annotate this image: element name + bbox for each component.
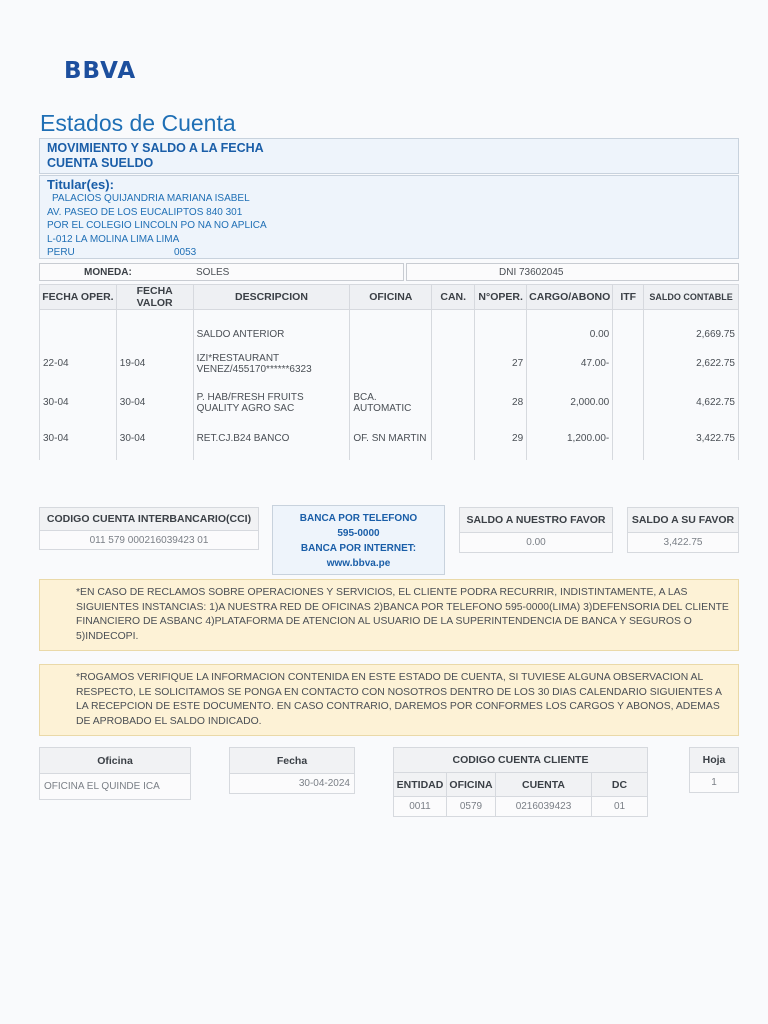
footer-fecha-value: 30-04-2024 xyxy=(229,773,355,794)
col-descripcion: DESCRIPCION xyxy=(193,285,350,310)
cell-can xyxy=(432,382,475,424)
currency-value: SOLES xyxy=(196,267,230,278)
desc-line-1: IZI*RESTAURANT xyxy=(196,352,280,364)
phone-label: BANCA POR TELEFONO xyxy=(299,513,418,524)
col-noper: N°OPER. xyxy=(475,285,527,310)
cell-noper: 27 xyxy=(475,346,527,382)
cell-descripcion xyxy=(193,346,350,382)
claims-notice: *EN CASO DE RECLAMOS SOBRE OPERACIONES Y SERVICIOS, EL CLIENTE PODRA RECURRIR, INDISTINTAMENTE, A LAS SIGUIENTES INSTANCIAS: 1)A NUESTRA RED DE OFICINAS 2)BANCA POR TELEFONO 595-0000(LIMA) 3)DEFENSORIA DEL CLIENTE FINANCIERO DE ASBANC 4)PLATAFORMA DE ATENCION AL USUARIO DE LA SUPERINTENDENCIA DE BANCA Y SEGUROS O 5)INDECOPI. xyxy=(39,579,739,651)
internet-label: BANCA POR INTERNET: xyxy=(300,543,417,554)
cell-noper xyxy=(475,324,527,346)
account-type-header xyxy=(39,138,739,174)
ccc-dc-value: 01 xyxy=(591,796,648,817)
cell-can xyxy=(432,324,475,346)
cell-noper: 29 xyxy=(475,424,527,454)
col-oficina: OFICINA xyxy=(350,285,432,310)
cell-descripcion xyxy=(193,324,350,346)
table-row xyxy=(40,382,739,424)
ccc-entidad-value: 0011 xyxy=(393,796,447,817)
currency-box xyxy=(39,263,404,281)
ccc-label: CODIGO CUENTA CLIENTE xyxy=(393,747,648,773)
col-cargo-abono: CARGO/ABONO xyxy=(527,285,613,310)
hoja-value: 1 xyxy=(689,772,739,793)
desc-line-1: SALDO ANTERIOR xyxy=(196,329,285,340)
cell-descripcion xyxy=(193,424,350,454)
dni-value: DNI 73602045 xyxy=(499,267,564,278)
table-spacer-row xyxy=(40,454,739,460)
footer-oficina-label: Oficina xyxy=(39,747,191,774)
cell-cargo: 2,000.00 xyxy=(527,382,613,424)
cell-fecha-oper: 22-04 xyxy=(40,346,117,382)
cell-descripcion xyxy=(193,382,350,424)
cci-label: CODIGO CUENTA INTERBANCARIO(CCI) xyxy=(39,507,259,531)
page-title: Estados de Cuenta xyxy=(40,110,236,136)
saldo-su-value: 3,422.75 xyxy=(627,532,739,553)
oficina-line-1: BCA. xyxy=(353,391,377,403)
cell-saldo: 2,622.75 xyxy=(644,346,739,382)
cell-can xyxy=(432,424,475,454)
desc-line-2: VENEZ/455170******6323 xyxy=(196,363,312,375)
oficina-line-2: AUTOMATIC xyxy=(353,402,412,414)
titular-name: PALACIOS QUIJANDRIA MARIANA ISABEL xyxy=(52,193,250,204)
cell-can xyxy=(432,346,475,382)
bbva-logo: BBVA xyxy=(64,58,137,84)
cell-fecha-oper: 30-04 xyxy=(40,424,117,454)
desc-line-1: RET.CJ.B24 BANCO xyxy=(196,433,290,444)
movements-table xyxy=(39,284,739,460)
table-header-row xyxy=(40,285,739,310)
cell-fecha-valor: 30-04 xyxy=(116,382,193,424)
ccc-col-dc: DC xyxy=(591,772,648,797)
cell-oficina: OF. SN MARTIN xyxy=(350,424,432,454)
cell-itf xyxy=(613,324,644,346)
cell-fecha-valor: 19-04 xyxy=(116,346,193,382)
titular-box xyxy=(39,175,739,259)
desc-line-2: QUALITY AGRO SAC xyxy=(196,402,295,414)
ccc-col-cuenta: CUENTA xyxy=(495,772,592,797)
verification-notice: *ROGAMOS VERIFIQUE LA INFORMACION CONTENIDA EN ESTE ESTADO DE CUENTA, SI TUVIESE ALGUNA OBSERVACION AL RESPECTO, LE SOLICITAMOS SE PONGA EN CONTACTO CON NOSOTROS DENTRO DE LOS 30 DIAS CALENDARIO SIGUIENTES A LA RECEPCION DE ESTE DOCUMENTO. EN CASO CONTRARIO, DAREMOS POR CONFORMES LOS CARGOS Y ABONOS, ADEMAS DE APROBADO EL SALDO INDICADO. xyxy=(39,664,739,736)
cell-fecha-oper: 30-04 xyxy=(40,382,117,424)
cell-fecha-oper xyxy=(40,324,117,346)
col-can: CAN. xyxy=(432,285,475,310)
titular-address-3: L-012 LA MOLINA LIMA LIMA xyxy=(47,233,180,245)
cell-oficina xyxy=(350,382,432,424)
cell-itf xyxy=(613,382,644,424)
cell-oficina xyxy=(350,324,432,346)
desc-line-1: P. HAB/FRESH FRUITS xyxy=(196,391,304,403)
cell-saldo: 3,422.75 xyxy=(644,424,739,454)
col-itf: ITF xyxy=(613,285,644,310)
cell-noper: 28 xyxy=(475,382,527,424)
cell-itf xyxy=(613,424,644,454)
table-spacer-row xyxy=(40,310,739,324)
cell-fecha-valor: 30-04 xyxy=(116,424,193,454)
table-row xyxy=(40,324,739,346)
cell-cargo: 1,200.00- xyxy=(527,424,613,454)
cell-cargo: 47.00- xyxy=(527,346,613,382)
titular-country-row xyxy=(47,246,738,260)
header-line-2: CUENTA SUELDO xyxy=(47,156,154,170)
cell-oficina xyxy=(350,346,432,382)
cci-value: 011 579 000216039423 01 xyxy=(39,530,259,550)
table-row xyxy=(40,346,739,382)
saldo-nuestro-label: SALDO A NUESTRO FAVOR xyxy=(459,507,613,533)
hoja-label: Hoja xyxy=(689,747,739,773)
ccc-col-entidad: ENTIDAD xyxy=(393,772,447,797)
col-saldo-contable: SALDO CONTABLE xyxy=(644,285,739,310)
saldo-nuestro-value: 0.00 xyxy=(459,532,613,553)
footer-oficina-value: OFICINA EL QUINDE ICA xyxy=(39,773,191,800)
cell-fecha-valor xyxy=(116,324,193,346)
internet-link[interactable]: www.bbva.pe xyxy=(326,558,391,569)
banca-box xyxy=(272,505,445,575)
currency-label: MONEDA: xyxy=(84,267,132,278)
col-fecha-oper: FECHA OPER. xyxy=(40,285,117,310)
col-fecha-valor: FECHA VALOR xyxy=(116,285,193,310)
footer-fecha-label: Fecha xyxy=(229,747,355,774)
dni-box xyxy=(406,263,739,281)
titular-code: 0053 xyxy=(174,247,197,258)
titular-country: PERU xyxy=(47,247,75,258)
saldo-su-label: SALDO A SU FAVOR xyxy=(627,507,739,533)
phone-number: 595-0000 xyxy=(337,528,380,539)
cell-saldo: 2,669.75 xyxy=(644,324,739,346)
titular-address-1: AV. PASEO DE LOS EUCALIPTOS 840 301 xyxy=(47,206,243,218)
ccc-col-oficina: OFICINA xyxy=(446,772,496,797)
titular-label: Titular(es): xyxy=(47,177,114,192)
cell-saldo: 4,622.75 xyxy=(644,382,739,424)
cell-itf xyxy=(613,346,644,382)
cell-cargo: 0.00 xyxy=(527,324,613,346)
table-row xyxy=(40,424,739,454)
header-line-1: MOVIMIENTO Y SALDO A LA FECHA xyxy=(47,141,264,155)
titular-address-2: POR EL COLEGIO LINCOLN PO NA NO APLICA xyxy=(47,220,267,231)
ccc-cuenta-value: 0216039423 xyxy=(495,796,592,817)
ccc-oficina-value: 0579 xyxy=(446,796,496,817)
